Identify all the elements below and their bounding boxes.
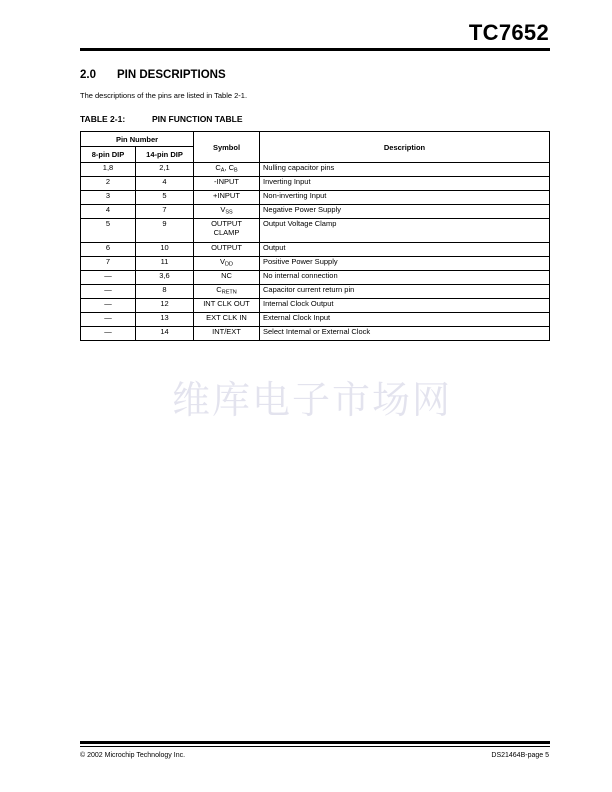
table-row [81, 204, 550, 218]
cell-8pin: — [81, 312, 136, 326]
cell-symbol: INT CLK OUT [194, 298, 260, 312]
header-symbol: Symbol [194, 132, 260, 163]
cell-description: Positive Power Supply [260, 256, 550, 270]
header-description: Description [260, 132, 550, 163]
cell-description: Inverting Input [260, 176, 550, 190]
pin-function-table [80, 131, 550, 341]
table-row [81, 163, 550, 177]
cell-description: No internal connection [260, 270, 550, 284]
footer-rule-thin [80, 746, 550, 747]
symbol-text: C [216, 284, 222, 294]
cell-description: Nulling capacitor pins [260, 163, 550, 177]
cell-symbol: -INPUT [194, 176, 260, 190]
cell-symbol [194, 326, 260, 340]
symbol-text: C [228, 163, 234, 172]
cell-14pin: 5 [136, 190, 194, 204]
cell-14pin: 13 [136, 312, 194, 326]
table-row [81, 190, 550, 204]
section-title: PIN DESCRIPTIONS [117, 69, 226, 81]
section-intro: The descriptions of the pins are listed in Table 2-1. [80, 91, 248, 100]
cell-8pin: 6 [81, 242, 136, 256]
cell-symbol: EXT CLK IN [194, 312, 260, 326]
header-pin-number: Pin Number [81, 132, 194, 147]
table-label: TABLE 2-1: [80, 114, 126, 124]
cell-8pin: 7 [81, 256, 136, 270]
symbol-subscript: DD [225, 261, 233, 267]
cell-8pin: 1,8 [81, 163, 136, 177]
document-title: TC7652 [468, 20, 549, 45]
cell-14pin: 12 [136, 298, 194, 312]
cell-description: Output Voltage Clamp [260, 218, 550, 242]
cell-14pin: 14 [136, 326, 194, 340]
cell-description: Internal Clock Output [260, 298, 550, 312]
symbol-text: V [220, 204, 226, 214]
cell-symbol [194, 284, 260, 298]
cell-8pin: 3 [81, 190, 136, 204]
footer-rule-thick [80, 741, 550, 744]
section-heading [80, 69, 226, 81]
symbol-text: INT/ [212, 326, 227, 336]
cell-8pin: — [81, 298, 136, 312]
cell-14pin: 9 [136, 218, 194, 242]
table-row [81, 312, 550, 326]
table-row [81, 218, 550, 242]
cell-symbol [194, 163, 260, 177]
cell-8pin: — [81, 284, 136, 298]
header-rule [80, 48, 550, 51]
header-8pin: 8-pin DIP [81, 147, 136, 163]
table-title: PIN FUNCTION TABLE [152, 114, 243, 124]
table-row [81, 326, 550, 340]
cell-14pin: 8 [136, 284, 194, 298]
cell-8pin: 5 [81, 218, 136, 242]
symbol-overline-text: $\overline{EXT}$ [226, 326, 241, 336]
cell-14pin: 10 [136, 242, 194, 256]
cell-description: Negative Power Supply [260, 204, 550, 218]
cell-8pin: — [81, 326, 136, 340]
table-row [81, 242, 550, 256]
watermark: 维库电子市场网 [172, 378, 453, 422]
table-caption [80, 114, 243, 124]
symbol-text: V [220, 256, 226, 266]
cell-symbol [194, 218, 260, 242]
table-row [81, 176, 550, 190]
cell-symbol: +INPUT [194, 190, 260, 204]
symbol-subscript: SS [225, 209, 233, 215]
cell-14pin: 4 [136, 176, 194, 190]
cell-14pin: 3,6 [136, 270, 194, 284]
cell-symbol [194, 204, 260, 218]
symbol-text: C [215, 163, 221, 172]
footer-copyright: © 2002 Microchip Technology Inc. [80, 752, 186, 759]
cell-8pin: 2 [81, 176, 136, 190]
cell-description: External Clock Input [260, 312, 550, 326]
header-14pin: 14-pin DIP [136, 147, 194, 163]
cell-14pin: 2,1 [136, 163, 194, 177]
symbol-subscript: RETN [221, 289, 237, 295]
table-row [81, 270, 550, 284]
symbol-subscript: A [220, 167, 225, 174]
cell-symbol: OUTPUT [194, 242, 260, 256]
table-row [81, 256, 550, 270]
section-number: 2.0 [80, 69, 96, 81]
cell-symbol [194, 256, 260, 270]
table-row [81, 298, 550, 312]
symbol-line: OUTPUT [211, 218, 242, 228]
cell-8pin: 4 [81, 204, 136, 218]
cell-description: Non-inverting Input [260, 190, 550, 204]
table-row [81, 284, 550, 298]
symbol-separator: , [224, 163, 229, 172]
cell-symbol: NC [194, 270, 260, 284]
cell-8pin: — [81, 270, 136, 284]
symbol-line: CLAMP [213, 227, 240, 237]
cell-14pin: 7 [136, 204, 194, 218]
symbol-subscript: B [234, 167, 238, 174]
cell-description: Output [260, 242, 550, 256]
cell-14pin: 11 [136, 256, 194, 270]
cell-description: Select Internal or External Clock [260, 326, 550, 340]
cell-description: Capacitor current return pin [260, 284, 550, 298]
footer-page-number: DS21464B-page 5 [491, 752, 549, 759]
